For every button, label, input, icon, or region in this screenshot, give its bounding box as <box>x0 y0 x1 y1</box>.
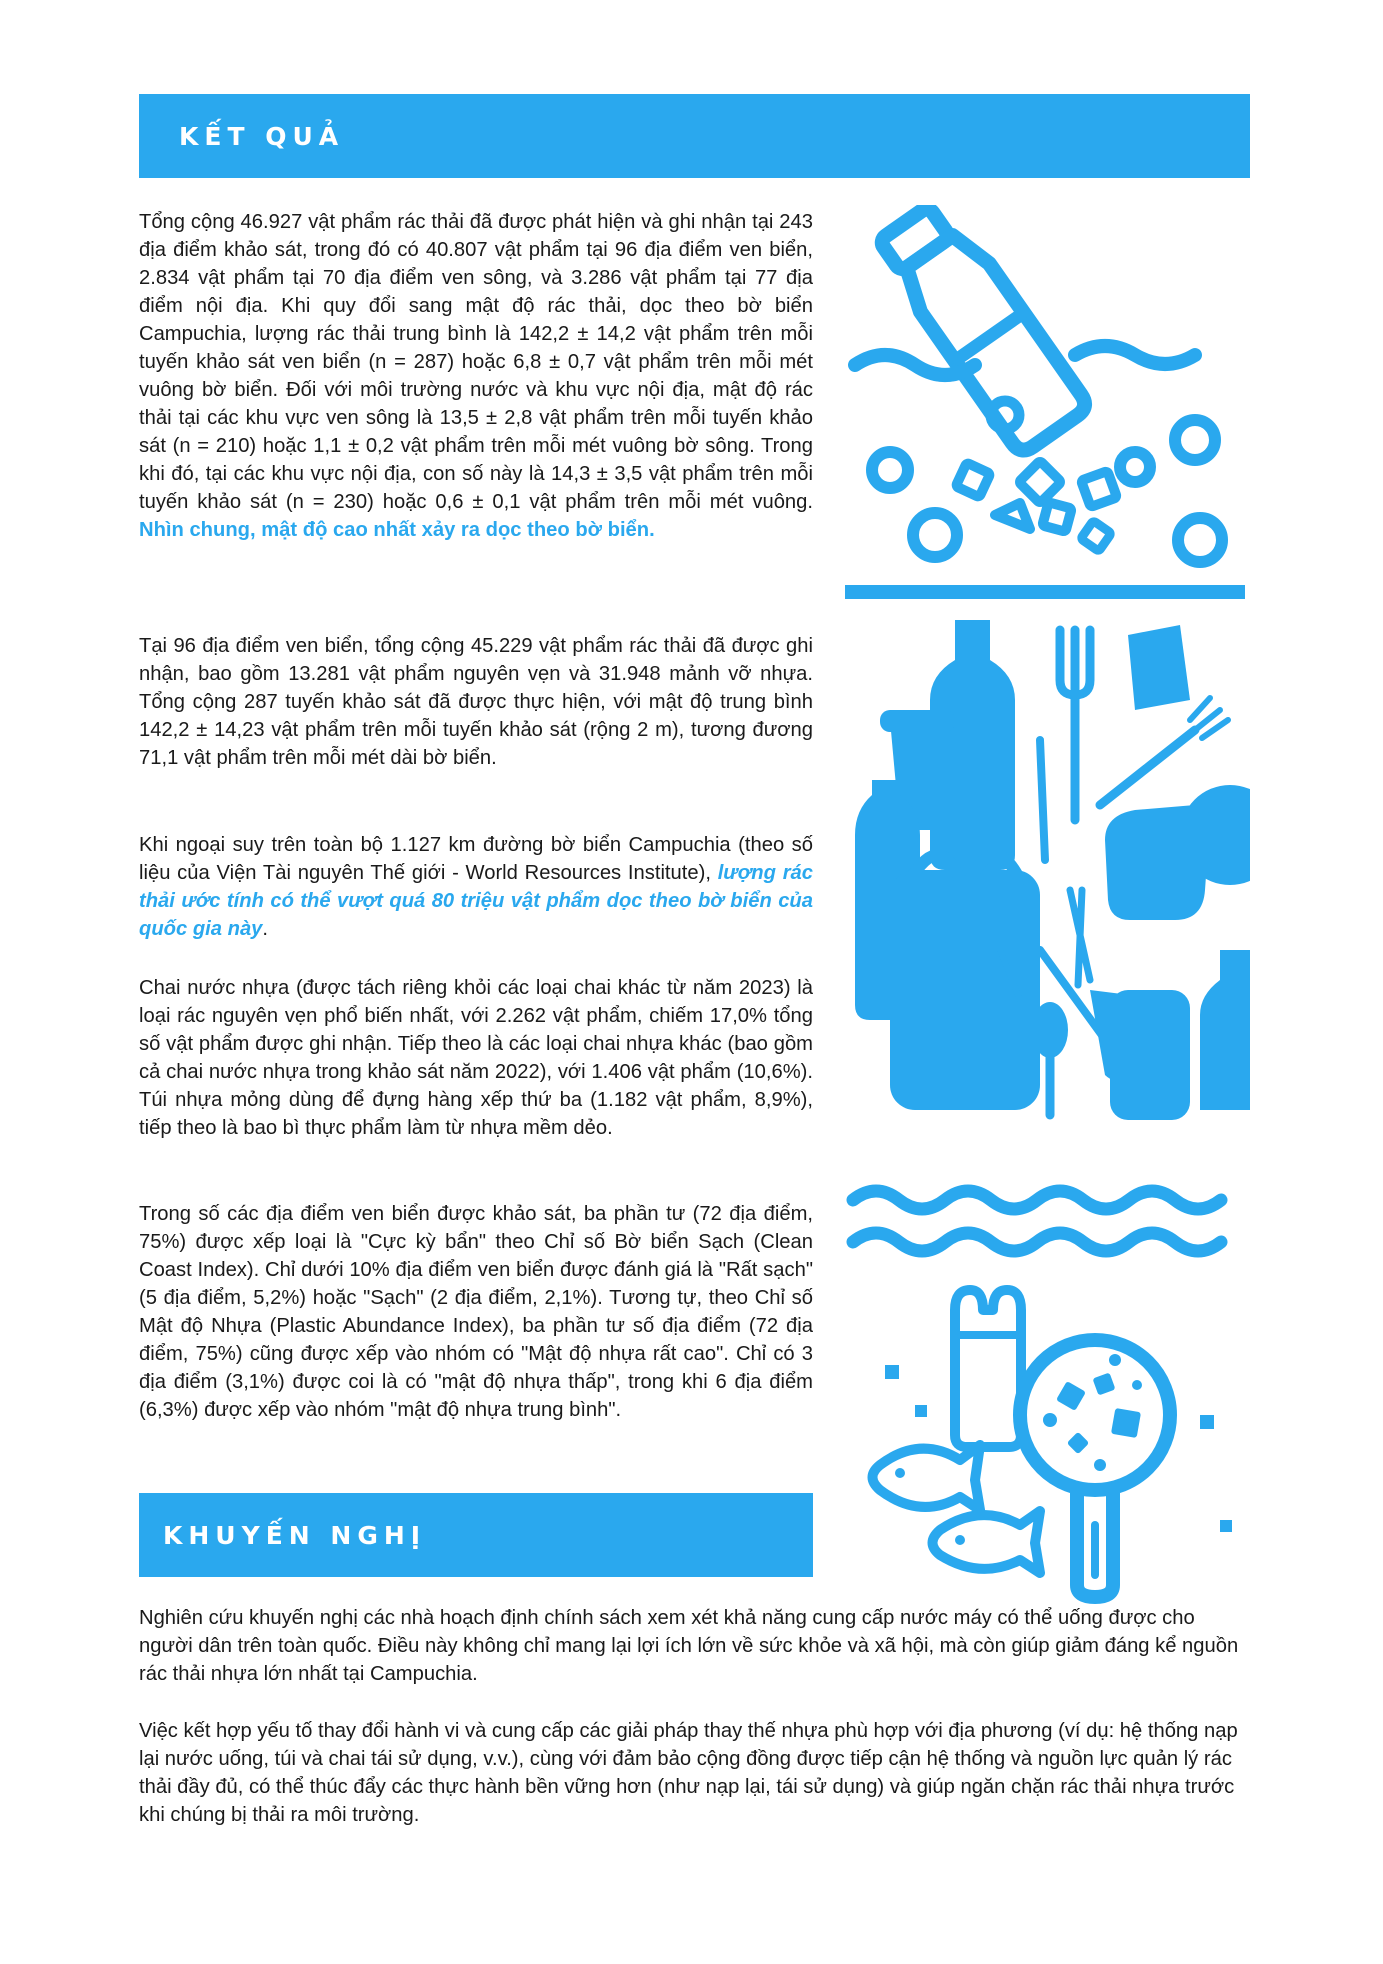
recommendations-paragraph-2 <box>139 1717 1250 1829</box>
results-p4-text: Chai nước nhựa (được tách riêng khỏi các loại chai khác từ năm 2023) là loại rác nguyên vẹn phổ biến nhất, với 2.262 vật phẩm, chiếm 17,0% tổng số vật phẩm được ghi nhận. Tiếp theo là các loại chai nhựa khác (bao gồm cả chai nước nhựa trong khảo sát năm 2022), với 1.406 vật phẩm (10,6%). Túi nhựa mỏng dùng để đựng hàng xếp thứ ba (1.182 vật phẩm, 8,9%), tiếp theo là bao bì thực phẩm làm từ nhựa mềm dẻo. <box>139 977 813 1139</box>
results-title: KẾT QUẢ <box>179 121 345 151</box>
results-paragraph-1 <box>139 208 813 544</box>
results-p2-text: Tại 96 địa điểm ven biển, tổng cộng 45.229 vật phẩm rác thải đã được ghi nhận, bao gồm 13.281 vật phẩm nguyên vẹn và 31.948 mảnh vỡ nhựa. Tổng cộng 287 tuyến khảo sát đã được thực hiện, với mật độ trung bình 142,2 ± 14,23 vật phẩm trên mỗi tuyến khảo sát (rộng 2 m), tương đương 71,1 vật phẩm trên mỗi mét dài bờ biển. <box>139 635 813 769</box>
waves-icon <box>845 1180 1245 1270</box>
section-header-recommendations <box>139 1493 813 1577</box>
results-p3-text: Khi ngoại suy trên toàn bộ 1.127 km đường bờ biển Campuchia (theo số liệu của Viện Tài nguyên Thế giới - World Resources Institute), <box>139 834 813 884</box>
results-p3-highlight: lượng rác thải ước tính có thể vượt quá 80 triệu vật phẩm dọc theo bờ biển của quốc gia này <box>139 862 814 940</box>
results-paragraph-3 <box>139 831 813 943</box>
results-paragraph-2 <box>139 632 813 772</box>
results-p1-text: Tổng cộng 46.927 vật phẩm rác thải đã được phát hiện và ghi nhận tại 243 địa điểm khảo sát, trong đó có 40.807 vật phẩm tại 96 địa điểm ven biển, 2.834 vật phẩm tại 70 địa điểm ven sông, và 3.286 vật phẩm tại 77 địa điểm nội địa. Khi quy đổi sang mật độ rác thải, dọc theo bờ biển Campuchia, lượng rác thải trung bình là 142,2 ± 14,2 vật phẩm trên mỗi tuyến khảo sát ven biển (n = 287) hoặc 6,8 ± 0,7 vật phẩm trên mỗi mét vuông bờ biển. Đối với môi trường nước và khu vực nội địa, mật độ rác thải tại các khu vực ven sông là 13,5 ± 2,8 vật phẩm trên mỗi tuyến khảo sát (n = 210) hoặc 1,1 ± 0,2 vật phẩm trên mỗi mét vuông bờ sông. Trong khi đó, tại các khu vực nội địa, con số này là 14,3 ± 3,5 vật phẩm trên mỗi tuyến khảo sát (n = 230) hoặc 0,6 ± 0,1 vật phẩm trên mỗi mét vuông. <box>139 211 813 513</box>
magnifier-microplastic-fish-icon <box>845 1275 1245 1605</box>
recommendations-p1-text: Nghiên cứu khuyến nghị các nhà hoạch định chính sách xem xét khả năng cung cấp nước máy có thể uống được cho người dân trên toàn quốc. Điều này không chỉ mang lại lợi ích lớn về sức khỏe và xã hội, mà còn giúp giảm đáng kể nguồn rác thải nhựa lớn nhất tại Campuchia. <box>139 1607 1239 1685</box>
recommendations-p2-text: Việc kết hợp yếu tố thay đổi hành vi và cung cấp các giải pháp thay thế nhựa phù hợp với địa phương (ví dụ: hệ thống nạp lại nước uống, túi và chai tái sử dụng, v.v.), cùng với đảm bảo cộng đồng được tiếp cận hệ thống và nguồn lực quản lý rác thải đầy đủ, có thể thúc đẩy các thực hành bền vững hơn (như nạp lại, tái sử dụng) và giúp ngăn chặn rác thải nhựa trước khi chúng bị thải ra môi trường. <box>139 1720 1238 1826</box>
recommendations-title: KHUYẾN NGHỊ <box>163 1520 427 1550</box>
recommendations-paragraph-1 <box>139 1604 1250 1688</box>
plastic-items-collage-icon <box>850 620 1250 1120</box>
results-paragraph-4 <box>139 974 813 1142</box>
results-p3-end: . <box>262 918 269 940</box>
results-p5-text: Trong số các địa điểm ven biển được khảo sát, ba phần tư (72 địa điểm, 75%) được xếp loại là "Cực kỳ bẩn" theo Chỉ số Bờ biển Sạch (Clean Coast Index). Chỉ dưới 10% địa điểm ven biển được đánh giá là "Rất sạch" (5 địa điểm, 5,2%) hoặc "Sạch" (2 địa điểm, 2,1%). Tương tự, theo Chỉ số Mật độ Nhựa (Plastic Abundance Index), ba phần tư số địa điểm (72 địa điểm, 75%) cũng được xếp vào nhóm có "Mật độ nhựa rất cao". Chỉ có 3 địa điểm (3,1%) được coi là có "mật độ nhựa thấp", trong khi 6 địa điểm (6,3%) được xếp vào nhóm "mật độ nhựa trung bình". <box>139 1203 813 1421</box>
bottle-in-water-icon <box>845 205 1245 605</box>
section-header-results <box>139 94 1250 178</box>
results-paragraph-5 <box>139 1200 813 1424</box>
results-p1-highlight: Nhìn chung, mật độ cao nhất xảy ra dọc theo bờ biển. <box>139 519 655 541</box>
